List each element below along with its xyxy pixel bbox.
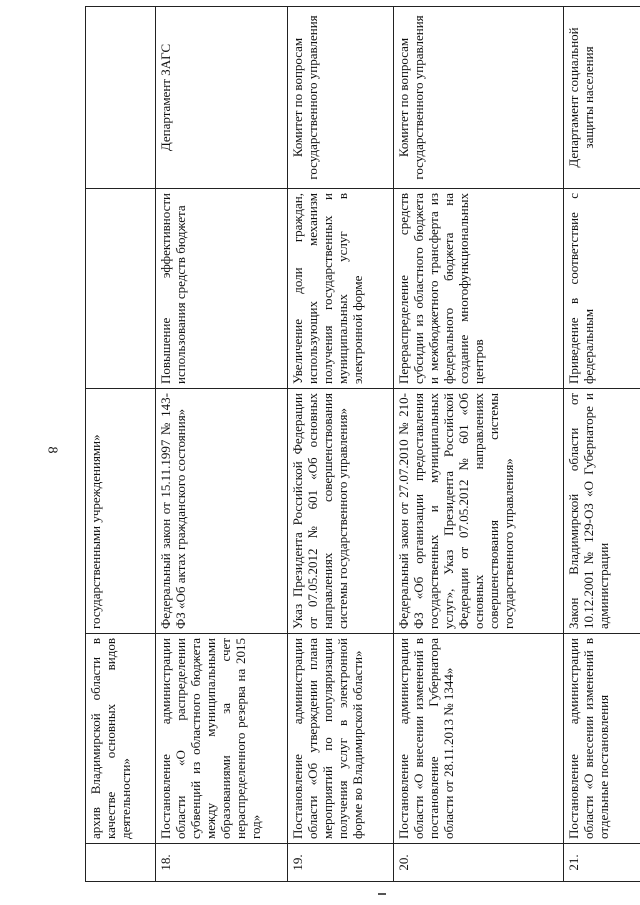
legal-basis: Указ Президента Российской Федерации от 07.05.2012 № 601 «Об основных направлениях совершенствования системы государственного управления» xyxy=(288,389,394,634)
responsible-department: Комитет по вопросам государственного управления xyxy=(394,7,564,189)
document-title: Постановление администрации области «О внесении изменений в отдельные постановления xyxy=(564,634,640,844)
goal: Увеличение доли граждан, использующих механизм получения государственных и муниципальных услуг в электронной форме xyxy=(288,189,394,389)
goal: Перераспределение средств субсидии из областного бюджета и межбюджетного трансферта из федерального бюджета на создание многофункциональных центров xyxy=(394,189,564,389)
legal-basis: Федеральный закон от 15.11.1997 № 143-ФЗ «Об актах гражданского состояния» xyxy=(156,389,288,634)
row-number xyxy=(86,844,156,882)
legal-basis: государственными учреждениями» xyxy=(86,389,156,634)
responsible-department: Департамент социальной защиты населения xyxy=(564,7,640,189)
document-title: архив Владимирской области в качестве основных видов деятельности» xyxy=(86,634,156,844)
table-row xyxy=(86,7,156,882)
page-number: 8 xyxy=(44,446,60,454)
legal-basis: Федеральный закон от 27.07.2010 № 210-ФЗ «Об организации предоставления государственных и муниципальных услуг», Указ Президента Российской Федерации от 07.05.2012 № 601 «Об основных направлениях совершенствования системы государственного управления» xyxy=(394,389,564,634)
legal-basis: Закон Владимирской области от 10.12.2001 № 129-ОЗ «О Губернаторе и администрации xyxy=(564,389,640,634)
scan-artifact xyxy=(378,893,386,895)
table-row xyxy=(156,7,288,882)
responsible-department xyxy=(86,7,156,189)
row-number: 18. xyxy=(156,844,288,882)
goal xyxy=(86,189,156,389)
responsible-department: Департамент ЗАГС xyxy=(156,7,288,189)
table-row xyxy=(288,7,394,882)
responsible-department: Комитет по вопросам государственного управления xyxy=(288,7,394,189)
goal: Приведение в соответствие с федеральным xyxy=(564,189,640,389)
table-row xyxy=(394,7,564,882)
goal: Повышение эффективности использования средств бюджета xyxy=(156,189,288,389)
row-number: 19. xyxy=(288,844,394,882)
row-number: 20. xyxy=(394,844,564,882)
row-number: 21. xyxy=(564,844,640,882)
legal-acts-table xyxy=(85,6,640,882)
document-title: Постановление администрации области «О внесении изменений в постановление Губернатора области от 28.11.2013 № 1344» xyxy=(394,634,564,844)
table-row xyxy=(564,7,640,882)
document-title: Постановление администрации области «Об утверждении плана мероприятий по популяризации получения услуг в электронной форме во Владимирской области» xyxy=(288,634,394,844)
rotated-page-content xyxy=(85,7,640,882)
document-title: Постановление администрации области «О распределении субвенций из областного бюджета между муниципальными образованиями за счет нераспределенного резерва на 2015 год» xyxy=(156,634,288,844)
